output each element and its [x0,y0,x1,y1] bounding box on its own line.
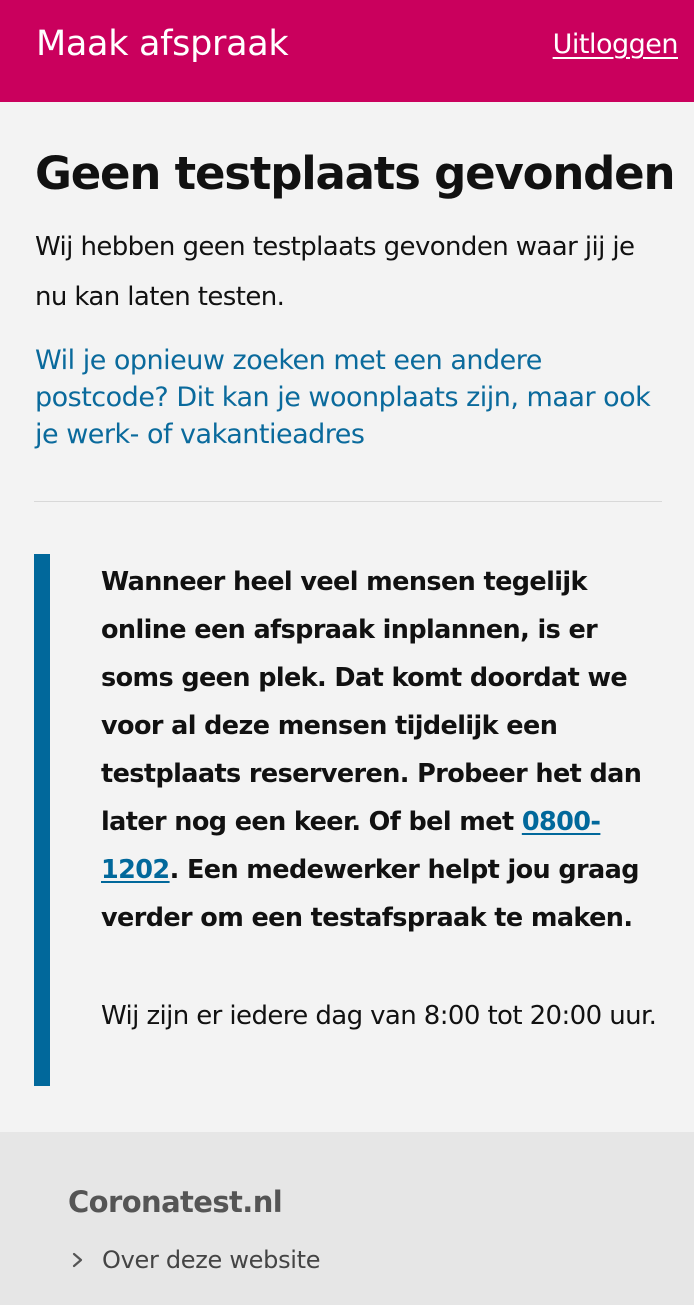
notice-block [34,554,662,1086]
footer-link-label: Over deze website [102,1246,321,1274]
phone-number-link[interactable]: 0800-1202 [101,807,601,885]
notice-text-before-phone: Wanneer heel veel mensen tegelijk online een afspraak inplannen, is er soms geen plek. Dat komt doordat we voor al deze mensen tijdelijk een testplaats reserveren. Probeer het dan later nog een keer. Of bel met [101,567,642,837]
page-title: Geen testplaats gevonden [35,147,675,200]
top-header [0,0,694,102]
intro-text: Wij hebben geen testplaats gevonden waar jij je nu kan laten testen. [35,232,635,312]
footer-brand: Coronatest.nl [68,1185,283,1219]
chevron-right-icon [68,1250,88,1270]
footer-link-about[interactable] [68,1240,320,1280]
footer [0,1132,694,1305]
opening-hours: Wij zijn er iedere dag van 8:00 tot 20:00 uur. [101,1001,657,1031]
main-content [0,102,694,1132]
logout-link[interactable]: Uitloggen [552,29,678,60]
notice-text [101,558,646,942]
notice-accent-bar [34,554,50,1086]
notice-text-after-phone: . Een medewerker helpt jou graag verder om een testafspraak te maken. [101,855,639,933]
search-again-link[interactable]: Wil je opnieuw zoeken met een andere postcode? Dit kan je woonplaats zijn, maar ook je werk- of vakantieadres [35,345,651,450]
header-title: Maak afspraak [36,24,289,64]
divider [34,501,662,502]
